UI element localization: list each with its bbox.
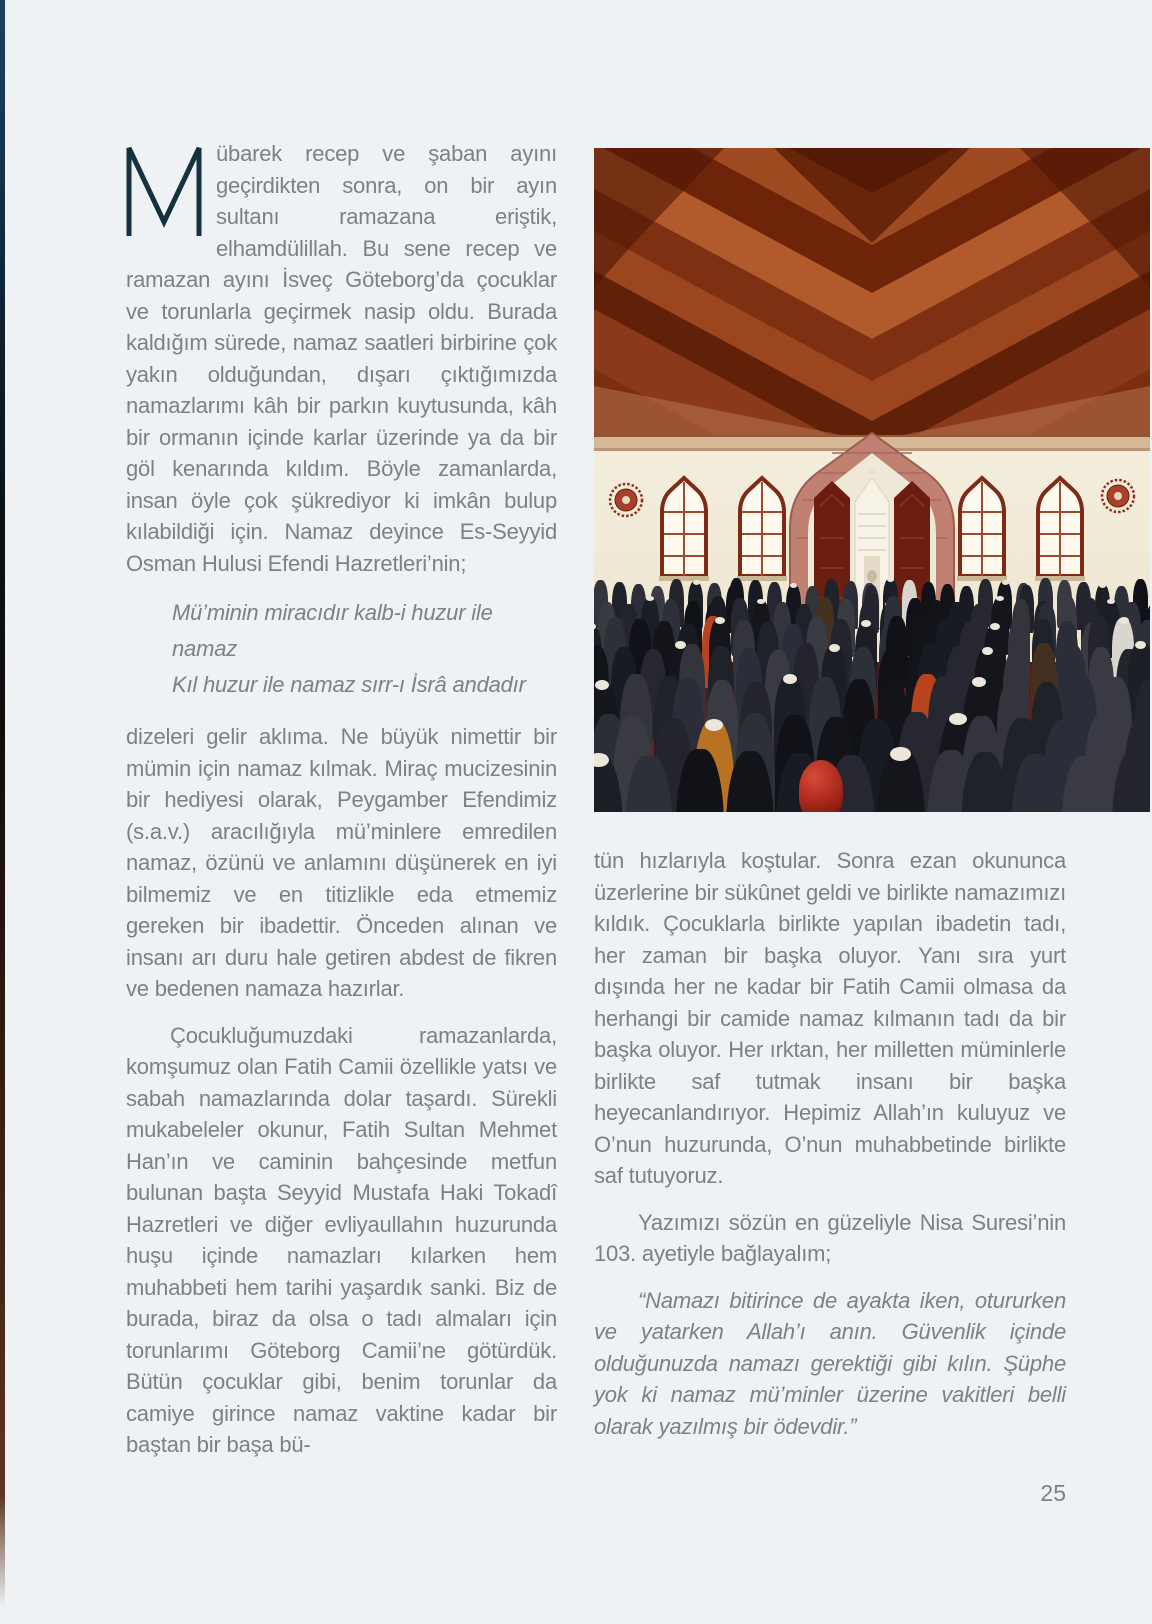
poem-line-2: Kıl huzur ile namaz sırr-ı İsrâ andadır <box>172 672 526 697</box>
page-binding-edge <box>0 0 5 1624</box>
article-paragraph-1 <box>126 138 557 579</box>
white-prayer-cap <box>861 620 871 627</box>
white-prayer-cap <box>783 674 797 684</box>
white-prayer-cap <box>757 599 765 604</box>
white-prayer-cap <box>715 617 725 624</box>
poem-couplet <box>126 595 557 703</box>
article-column-left <box>126 138 557 1476</box>
article-paragraph-4: tün hızlarıyla koştular. Sonra ezan okununca üzerlerine bir sükûnet geldi ve birlikte namazımızı kıldık. Çocuklarla birlikte yapılan ibadetin tadı, her zaman bir başka oluyor. Yanı sıra yurt dışında her ne kadar bir Fatih Camii olmasa da herhangi bir camide namaz kılmanın tadı da bir başka oluyor. Her ırktan, her milletten müminlerle birlikte saf tutmak insanı bir başka heyecanlandırıyor. Hepimiz Allah’ın kuluyuz ve O’nun huzurunda, O’nun muhabbetinde birlikte saf tutuyoruz. <box>594 848 1066 1188</box>
article-paragraph-5: Yazımızı sözün en güzeliyle Nisa Suresi’nin 103. ayetiyle bağlayalım; <box>594 1209 1066 1266</box>
white-prayer-cap <box>646 596 654 601</box>
white-prayer-cap <box>829 644 840 652</box>
white-prayer-cap <box>990 623 1000 630</box>
white-prayer-cap <box>595 680 609 690</box>
article-column-right <box>594 845 1066 1457</box>
article-paragraph-2: dizeleri gelir aklıma. Ne büyük nimettir bir mümin için namaz kılmak. Miraç mucizesinin bir hediyesi olarak, Peygamber Efendimiz (s.a.v.) aracılığıyla mü’minlere emredilen namaz, özünü ve anlamını düşünerek en iyi bilmemiz ve en titizlikle eda etmemiz gereken bir ibadettir. Önceden alınan ve insanı arı duru hale getiren abdest de fikren ve bedenen namaza hazırlar. <box>126 724 557 1001</box>
mosque-interior-photo <box>594 148 1150 812</box>
page-number: 25 <box>1040 1480 1066 1506</box>
white-prayer-cap <box>1099 583 1106 588</box>
white-prayer-cap <box>1135 641 1146 649</box>
white-prayer-cap <box>705 719 723 731</box>
white-prayer-cap <box>949 713 967 725</box>
article-paragraph-3: Çocukluğumuzdaki ramazanlarda, komşumuz olan Fatih Camii özellikle yatsı ve sabah namazlarında dolar taşardı. Sürekli mukabeleler okunur, Fatih Sultan Mehmet Han’ın ve caminin bahçesinde metfun bulunan başta Seyyid Mustafa Haki Tokadî Hazretleri ve diğer evliyaullahın huzurunda huşu içinde namazları kılarken hem muhabbeti hem tarihi yaşardık sanki. Biz de burada, biraz da olsa o tadı almaları için torunlarımı Göteborg Camii’ne götürdük. Bütün çocuklar gibi, benim torunlar da camiye girince namaz vaktine kadar bir baştan bir başa bü- <box>126 1022 557 1457</box>
white-prayer-cap <box>982 647 993 655</box>
white-prayer-cap <box>890 747 911 761</box>
white-prayer-cap <box>996 596 1004 601</box>
paragraph-1-text: übarek recep ve şaban ayını geçirdikten sonra, on bir ayın sultanı ramazana eriştik, elhamdülillah. Bu sene recep ve ramazan ayını İsveç Göteborg’da çocuklar ve torunlarla geçirmek nasip oldu. Burada kaldığım sürede, namaz saatleri birbirine çok yakın olduğundan, dışarı çıktığımızda namazlarımı kâh bir parkın kuytusunda, kâh bir ormanın içinde karlar üzerinde ya da bir göl kenarında kıldım. Böyle zamanlarda, insan öyle çok şükrediyor ki imkân bulup kılabildiği için. Namaz deyince Es-Seyyid Osman Hulusi Efendi Hazretleri’nin; <box>126 141 557 576</box>
white-prayer-cap <box>790 583 797 588</box>
white-prayer-cap <box>693 580 700 585</box>
white-prayer-cap <box>1119 617 1129 624</box>
white-prayer-cap <box>972 677 986 687</box>
quran-verse-quote: “Namazı bitirince de ayakta iken, otururken ve yatarken Allah’ı anın. Güvenlik içinde olduğunuzda namazı gerektiği gibi kılın. Şüphe yok ki namaz mü’minler üzerine vakitleri belli olarak yazılmış bir ödevdir.” <box>594 1287 1066 1439</box>
white-prayer-cap <box>1002 580 1009 585</box>
white-prayer-cap <box>594 753 609 767</box>
white-prayer-cap <box>1107 599 1115 604</box>
poem-line-1: Mü’minin miracıdır kalb-i huzur ile namaz <box>172 600 493 661</box>
dropcap-letter <box>202 144 203 145</box>
white-prayer-cap <box>887 577 894 582</box>
dropcap-m <box>126 144 202 238</box>
red-water-dispenser <box>799 760 843 812</box>
